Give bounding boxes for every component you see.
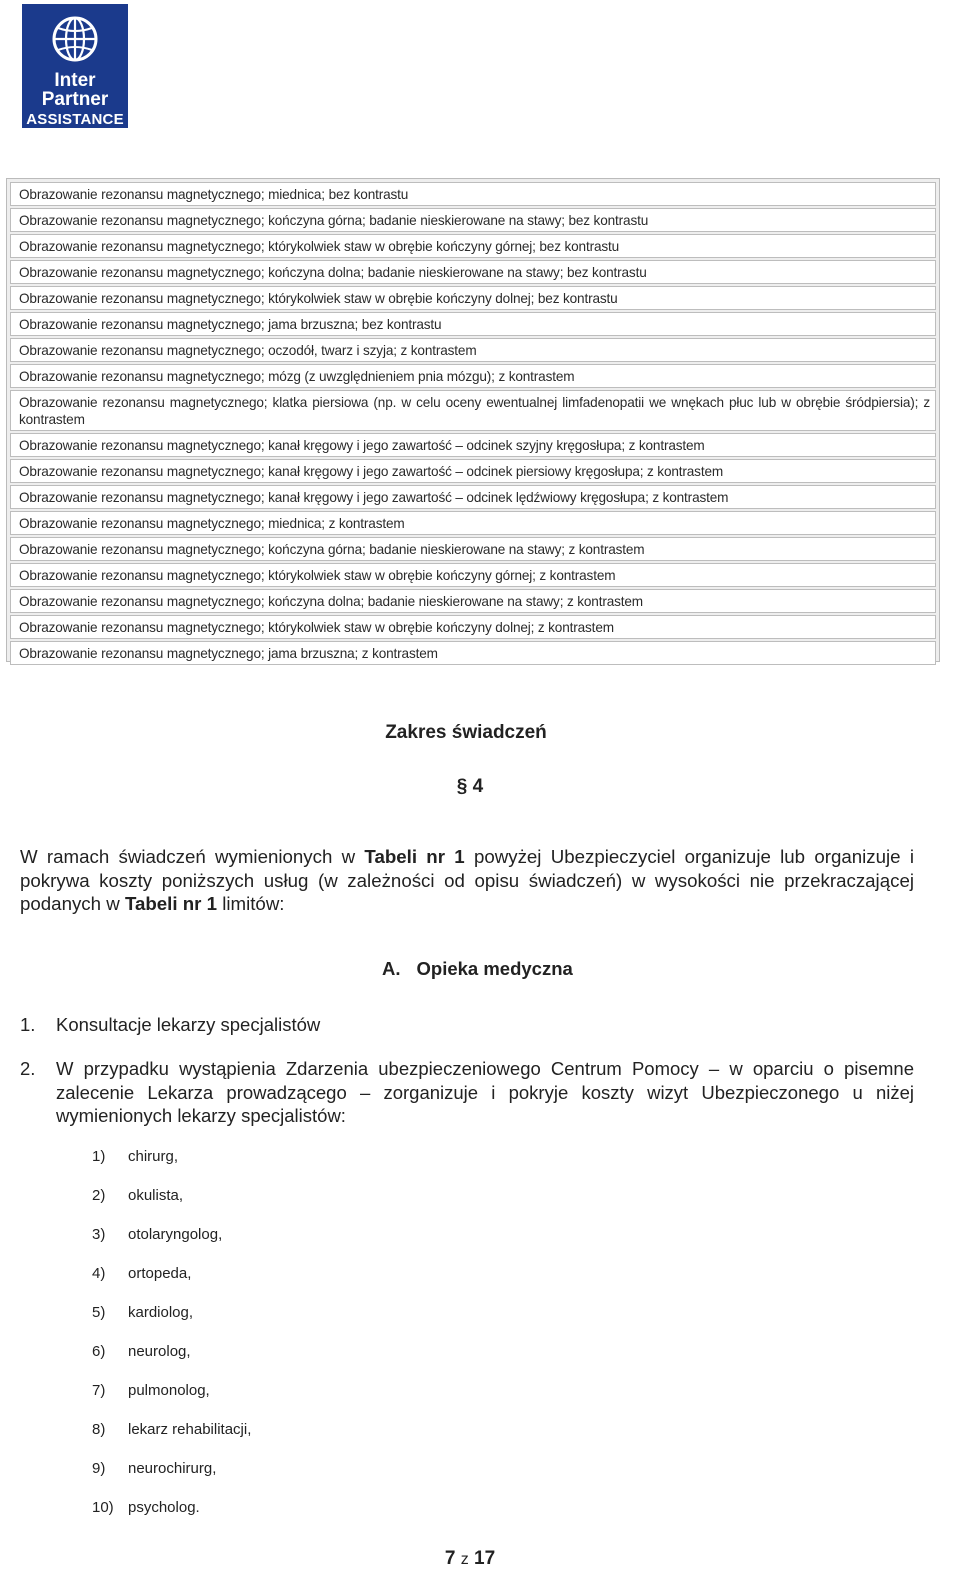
specialist-name: chirurg,: [128, 1148, 179, 1165]
section-heading: Zakres świadczeń: [385, 722, 547, 743]
total-pages: 17: [474, 1548, 496, 1569]
table-row: Obrazowanie rezonansu magnetycznego; mózg (z uwzględnieniem pnia mózgu); z kontrastem: [10, 364, 936, 388]
specialist-name: neurolog,: [128, 1343, 191, 1360]
table-row: Obrazowanie rezonansu magnetycznego; kanał kręgowy i jego zawartość – odcinek lędźwiowy kręgosłupa; z kontrastem: [10, 485, 936, 509]
list-item: [20, 1014, 320, 1036]
list-item-number: 1): [92, 1148, 106, 1165]
table-row: Obrazowanie rezonansu magnetycznego; jama brzuszna; bez kontrastu: [10, 312, 936, 336]
specialist-name: pulmonolog,: [128, 1382, 210, 1399]
table-row: Obrazowanie rezonansu magnetycznego; którykolwiek staw w obrębie kończyny dolnej; z kontrastem: [10, 615, 936, 639]
list-item-number: 2): [92, 1187, 106, 1204]
table-row: Obrazowanie rezonansu magnetycznego; oczodół, twarz i szyja; z kontrastem: [10, 338, 936, 362]
table-row: Obrazowanie rezonansu magnetycznego; kanał kręgowy i jego zawartość – odcinek piersiowy kręgosłupa; z kontrastem: [10, 459, 936, 483]
list-item-number: 4): [92, 1265, 106, 1282]
list-item-number: 3): [92, 1226, 106, 1243]
logo-line-2: Partner: [41, 89, 109, 110]
page-number: [0, 1548, 940, 1570]
list-item-number: 9): [92, 1460, 106, 1477]
specialist-name: psycholog.: [128, 1499, 200, 1516]
table-row: Obrazowanie rezonansu magnetycznego; kończyna górna; badanie nieskierowane na stawy; z kontrastem: [10, 537, 936, 561]
subsection-title: Opieka medyczna: [416, 958, 573, 979]
table-row: Obrazowanie rezonansu magnetycznego; miednica; bez kontrastu: [10, 182, 936, 206]
specialist-name: okulista,: [128, 1187, 184, 1204]
table-row: Obrazowanie rezonansu magnetycznego; kanał kręgowy i jego zawartość – odcinek szyjny kręgosłupa; z kontrastem: [10, 433, 936, 457]
list-item: [92, 1224, 251, 1263]
subsection-letter: A.: [382, 958, 401, 979]
intro-paragraph: [20, 845, 914, 916]
list-item-number: 8): [92, 1421, 106, 1438]
specialist-name: ortopeda,: [128, 1265, 192, 1282]
subsection-heading: [382, 958, 573, 980]
table-row: Obrazowanie rezonansu magnetycznego; którykolwiek staw w obrębie kończyny dolnej; bez kontrastu: [10, 286, 936, 310]
list-item: [92, 1419, 251, 1458]
list-item: [20, 1057, 914, 1128]
list-item-text: W przypadku wystąpienia Zdarzenia ubezpieczeniowego Centrum Pomocy – w oparciu o pisemne zalecenie Lekarza prowadzącego – zorganizuje i pokryje koszty wizyt Ubezpieczonego u niżej wymienionych lekarzy specjalistów:: [56, 1058, 914, 1126]
table-row: Obrazowanie rezonansu magnetycznego; kończyna dolna; badanie nieskierowane na stawy; bez kontrastu: [10, 260, 936, 284]
list-item: [92, 1380, 251, 1419]
globe-icon: [50, 14, 100, 64]
company-logo: [22, 4, 128, 128]
list-item-number: 6): [92, 1343, 106, 1360]
mri-procedures-table: [6, 178, 940, 662]
list-item-number: 2.: [20, 1058, 36, 1079]
list-item-number: 10): [92, 1499, 114, 1516]
logo-line-1: Inter: [54, 70, 96, 91]
list-item-number: 5): [92, 1304, 106, 1321]
paragraph-text: powyżej Ubezpieczyciel organizuje lub organizuje i pokrywa koszty poniższych usług (w zależności od opisu świadczeń) w wysokości nie przekraczającej podanych w: [20, 846, 914, 914]
list-item: [92, 1302, 251, 1341]
table-row: Obrazowanie rezonansu magnetycznego; klatka piersiowa (np. w celu oceny ewentualnej limfadenopatii we wnękach płuc lub w obrębie śródpiersia); z kontrastem: [10, 390, 936, 431]
specialist-name: lekarz rehabilitacji,: [128, 1421, 252, 1438]
table-row: Obrazowanie rezonansu magnetycznego; kończyna górna; badanie nieskierowane na stawy; bez kontrastu: [10, 208, 936, 232]
list-item: [92, 1185, 251, 1224]
specialists-list: [92, 1146, 251, 1536]
table-row: Obrazowanie rezonansu magnetycznego; kończyna dolna; badanie nieskierowane na stawy; z kontrastem: [10, 589, 936, 613]
specialist-name: kardiolog,: [128, 1304, 194, 1321]
table-row: Obrazowanie rezonansu magnetycznego; którykolwiek staw w obrębie kończyny górnej; z kontrastem: [10, 563, 936, 587]
table-row: Obrazowanie rezonansu magnetycznego; którykolwiek staw w obrębie kończyny górnej; bez kontrastu: [10, 234, 936, 258]
page-separator: z: [460, 1551, 469, 1568]
paragraph-text: W ramach świadczeń wymienionych w: [20, 846, 365, 867]
paragraph-text: limitów:: [217, 893, 285, 914]
list-item: [92, 1146, 251, 1185]
table-reference: Tabeli nr 1: [124, 893, 218, 914]
list-item: [92, 1497, 251, 1536]
table-row: Obrazowanie rezonansu magnetycznego; miednica; z kontrastem: [10, 511, 936, 535]
list-item-number: 7): [92, 1382, 106, 1399]
current-page: 7: [444, 1548, 456, 1569]
list-item-text: Konsultacje lekarzy specjalistów: [56, 1014, 321, 1035]
specialist-name: otolaryngolog,: [128, 1226, 223, 1243]
list-item: [92, 1341, 251, 1380]
specialist-name: neurochirurg,: [128, 1460, 217, 1477]
table-row: Obrazowanie rezonansu magnetycznego; jama brzuszna; z kontrastem: [10, 641, 936, 665]
list-item: [92, 1263, 251, 1302]
list-item: [92, 1458, 251, 1497]
list-item-number: 1.: [20, 1014, 36, 1035]
logo-line-3: ASSISTANCE: [26, 111, 124, 128]
table-reference: Tabeli nr 1: [364, 846, 465, 867]
section-number: § 4: [456, 776, 484, 797]
